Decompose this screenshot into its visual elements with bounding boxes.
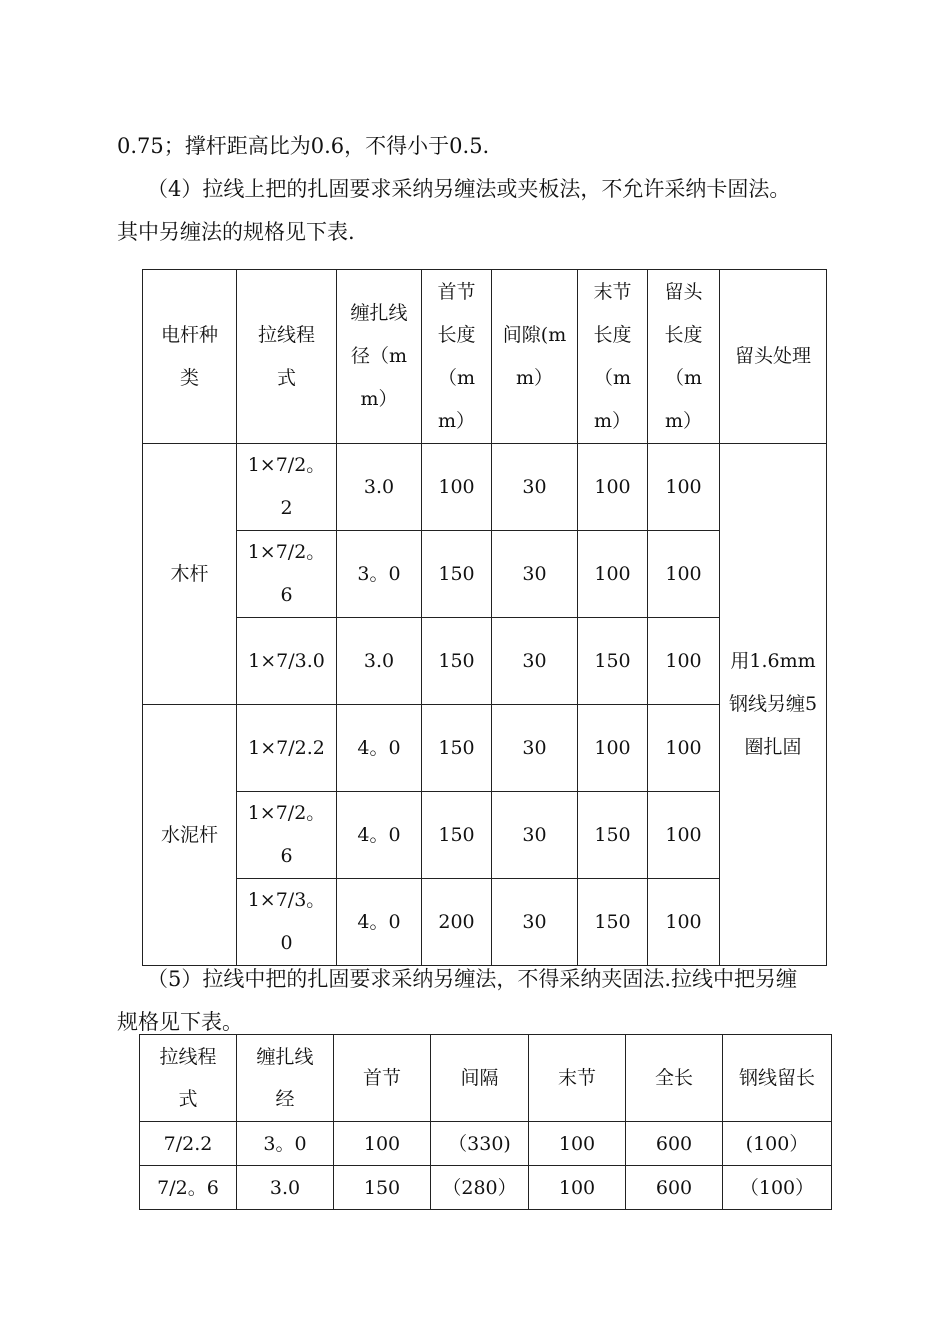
table-cell: 3。0	[237, 1122, 334, 1166]
table-cell: 7/2。6	[140, 1166, 237, 1210]
paragraph-line-2: （4）拉线上把的扎固要求采纳另缠法或夹板法，不允许采纳卡固法。	[147, 177, 791, 201]
pole-type-cell: 木杆	[143, 444, 237, 705]
table-cell: 30	[492, 444, 578, 531]
table-cell: 150	[422, 705, 492, 792]
wire-spec-cell: 1×7/3。0	[237, 879, 337, 966]
table-cell: 3.0	[237, 1166, 334, 1210]
wire-spec-cell: 1×7/2。2	[237, 444, 337, 531]
table-row	[140, 1166, 832, 1210]
header-cell: 缠扎线径（mm）	[337, 270, 422, 444]
table-cell: 30	[492, 531, 578, 618]
wire-spec-cell: 1×7/2.2	[237, 705, 337, 792]
header-cell: 拉线程式	[140, 1035, 237, 1122]
table-cell: 100	[648, 618, 720, 705]
header-cell: 首节	[334, 1035, 431, 1122]
table-cell: 100	[529, 1122, 626, 1166]
paragraph-line-5: 规格见下表。	[117, 1010, 243, 1034]
table-cell: 3.0	[337, 618, 422, 705]
table-cell: 150	[422, 792, 492, 879]
binding-spec-table-upper	[142, 269, 827, 966]
table-cell: （100）	[723, 1166, 832, 1210]
table-cell: 150	[578, 879, 648, 966]
binding-spec-table-middle	[139, 1034, 832, 1210]
header-cell: 间隔	[431, 1035, 529, 1122]
table-header-row	[140, 1035, 832, 1122]
table-cell: 100	[578, 705, 648, 792]
table-cell: 30	[492, 705, 578, 792]
table-cell: 150	[422, 618, 492, 705]
table-cell: （280）	[431, 1166, 529, 1210]
header-cell: 首节长度（mm）	[422, 270, 492, 444]
table-cell: 30	[492, 618, 578, 705]
table-cell: 100	[529, 1166, 626, 1210]
table-cell: 3。0	[337, 531, 422, 618]
table-cell: 100	[578, 531, 648, 618]
table-cell: 4。0	[337, 792, 422, 879]
table-cell: 150	[334, 1166, 431, 1210]
header-cell: 钢线留长	[723, 1035, 832, 1122]
table-cell: 150	[422, 531, 492, 618]
header-cell: 缠扎线经	[237, 1035, 334, 1122]
table-cell: 100	[648, 705, 720, 792]
table-cell: 3.0	[337, 444, 422, 531]
table-cell: 100	[648, 792, 720, 879]
paragraph-line-4: （5）拉线中把的扎固要求采纳另缠法，不得采纳夹固法.拉线中把另缠	[147, 967, 798, 991]
table-cell: 100	[578, 444, 648, 531]
header-cell: 末节	[529, 1035, 626, 1122]
header-cell: 电杆种类	[143, 270, 237, 444]
header-cell: 间隙(mm）	[492, 270, 578, 444]
table-cell: 100	[648, 879, 720, 966]
table-cell: (100）	[723, 1122, 832, 1166]
table-header-row	[143, 270, 827, 444]
table-cell: 30	[492, 792, 578, 879]
paragraph-line-1: 0.75；撑杆距高比为0.6，不得小于0.5.	[117, 134, 490, 158]
header-cell: 拉线程式	[237, 270, 337, 444]
wire-spec-cell: 1×7/2。6	[237, 531, 337, 618]
pole-type-cell: 水泥杆	[143, 705, 237, 966]
table-cell: 30	[492, 879, 578, 966]
end-treatment-cell: 用1.6mm钢线另缠5圈扎固	[720, 444, 827, 966]
table-cell: 150	[578, 792, 648, 879]
table-cell: 100	[334, 1122, 431, 1166]
table-cell: 7/2.2	[140, 1122, 237, 1166]
table-cell: 4。0	[337, 705, 422, 792]
table-row	[143, 444, 827, 531]
paragraph-line-3: 其中另缠法的规格见下表.	[117, 220, 355, 244]
table-row	[140, 1122, 832, 1166]
table-cell: 600	[626, 1122, 723, 1166]
header-cell: 末节长度（mm）	[578, 270, 648, 444]
table-cell: 200	[422, 879, 492, 966]
header-cell: 全长	[626, 1035, 723, 1122]
table-cell: 150	[578, 618, 648, 705]
table-cell: 4。0	[337, 879, 422, 966]
table-cell: 100	[648, 444, 720, 531]
header-cell: 留头处理	[720, 270, 827, 444]
table-cell: （330)	[431, 1122, 529, 1166]
wire-spec-cell: 1×7/3.0	[237, 618, 337, 705]
header-cell: 留头长度（mm）	[648, 270, 720, 444]
table-cell: 100	[648, 531, 720, 618]
table-cell: 600	[626, 1166, 723, 1210]
table-cell: 100	[422, 444, 492, 531]
wire-spec-cell: 1×7/2。6	[237, 792, 337, 879]
